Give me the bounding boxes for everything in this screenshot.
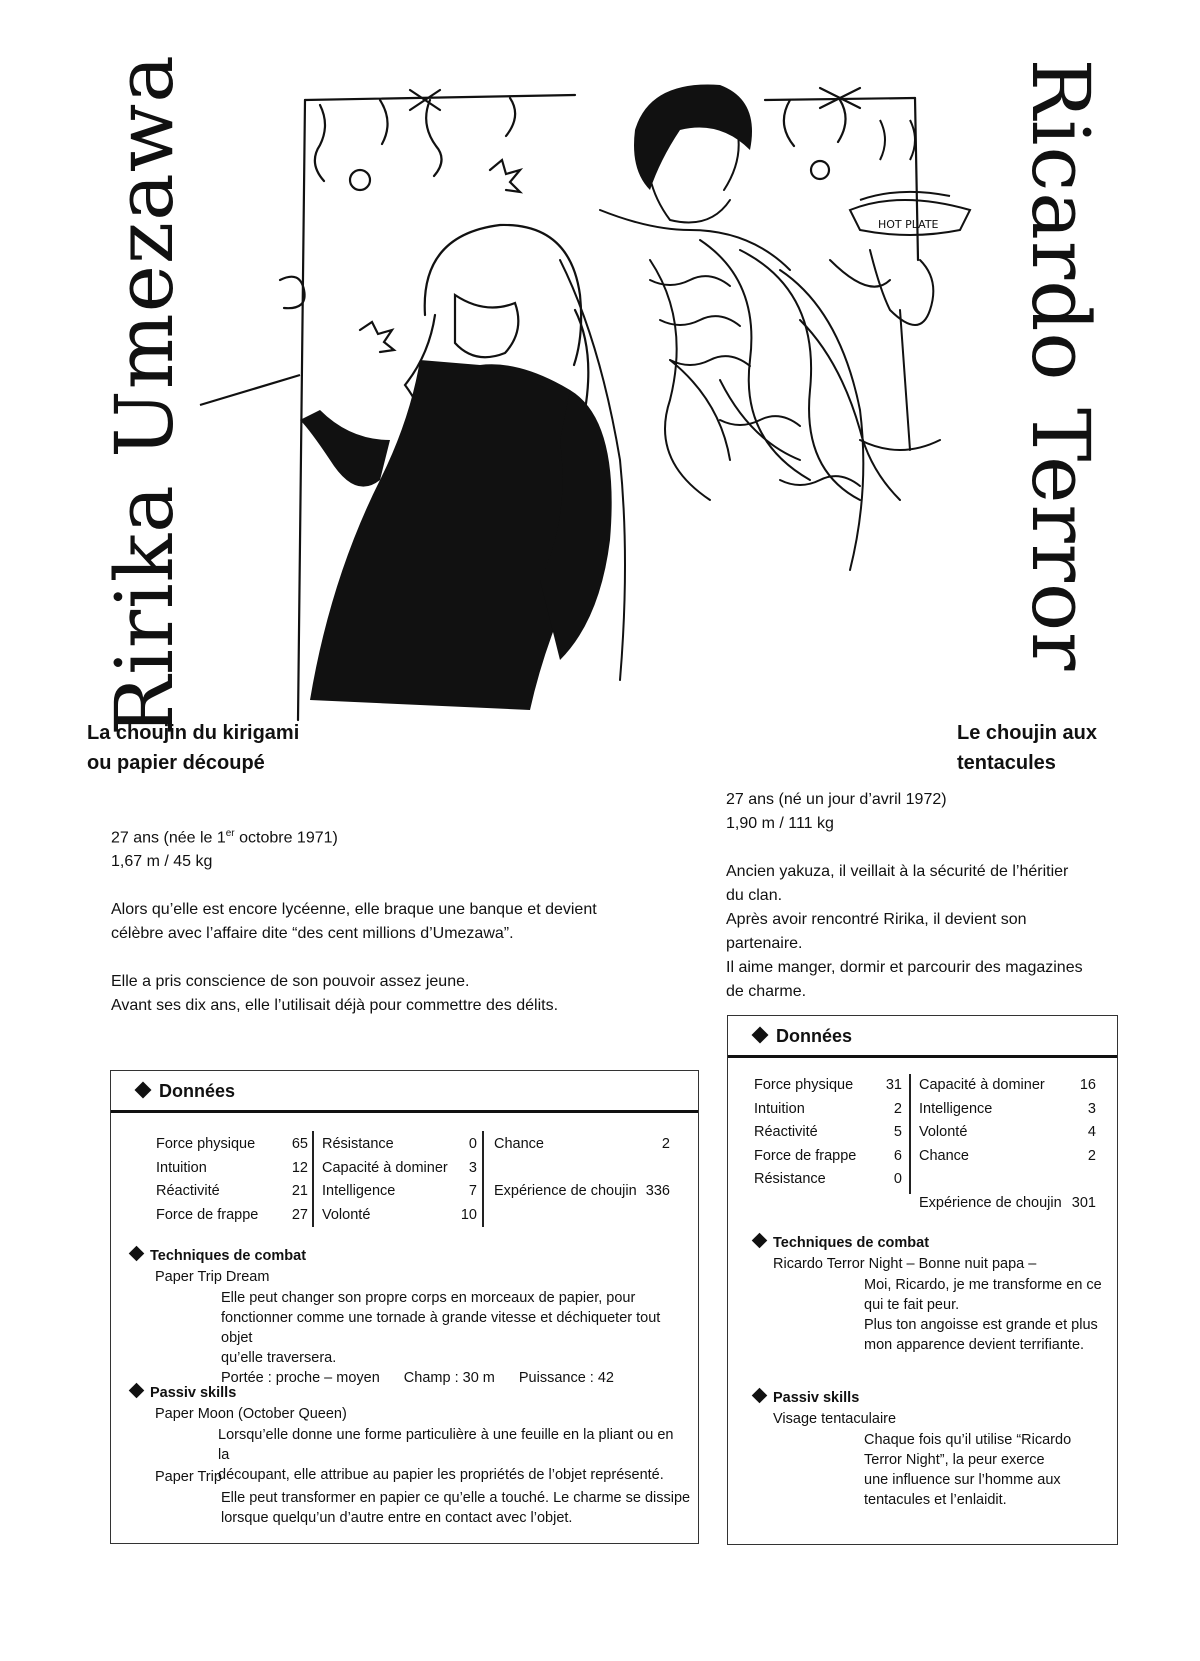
diamond-icon xyxy=(752,1233,768,1249)
stat-row xyxy=(919,1168,1096,1192)
ririka-technique-ranges xyxy=(221,1368,691,1388)
stat-value: 21 xyxy=(291,1183,308,1199)
ricardo-data-box xyxy=(727,1015,1118,1545)
stat-row xyxy=(322,1157,477,1181)
ricardo-passive-title: Passiv skills xyxy=(773,1390,860,1406)
ricardo-bio-line6: de charme. xyxy=(726,983,807,1000)
ririka-age-suffix: octobre 1971) xyxy=(234,829,338,847)
stat-row xyxy=(156,1133,308,1157)
stat-value: 301 xyxy=(1071,1194,1096,1211)
ririka-bio2-line1: Elle a pris conscience de son pouvoir assez jeune. xyxy=(111,973,470,991)
stat-value: 6 xyxy=(893,1147,902,1164)
ririka-technique-desc xyxy=(221,1288,691,1388)
ricardo-subtitle-line2: tentacules xyxy=(957,752,1056,774)
stat-label: Capacité à dominer xyxy=(919,1077,1045,1093)
stat-value: 5 xyxy=(893,1124,902,1140)
desc-line: fonctionner comme une tornade à grande vitesse et déchiqueter tout objet xyxy=(221,1310,661,1346)
ricardo-age: 27 ans (né un jour d’avril 1972) xyxy=(726,791,947,808)
stat-label: Réactivité xyxy=(754,1124,818,1140)
ririka-passive2-name: Paper Trip xyxy=(155,1469,222,1485)
desc-line: une influence sur l’homme aux xyxy=(864,1472,1061,1488)
stat-value: 0 xyxy=(893,1171,902,1187)
stat-value: 0 xyxy=(468,1136,477,1152)
ricardo-techniques-heading xyxy=(754,1233,929,1253)
stat-label: Expérience de choujin xyxy=(919,1194,1062,1211)
ricardo-technique-desc xyxy=(864,1275,1109,1355)
stat-row xyxy=(754,1098,902,1122)
stat-value: 336 xyxy=(645,1183,670,1199)
ricardo-passive-desc xyxy=(864,1430,1109,1510)
character-illustration xyxy=(180,60,980,760)
diamond-icon xyxy=(752,1027,769,1044)
stat-row xyxy=(754,1074,902,1098)
stat-value: 2 xyxy=(661,1136,670,1152)
stat-row xyxy=(156,1204,308,1228)
ririka-bio xyxy=(111,822,711,1018)
ririka-passive1-name: Paper Moon (October Queen) xyxy=(155,1406,347,1422)
stat-label: Volonté xyxy=(322,1206,371,1223)
stat-value: 27 xyxy=(291,1206,308,1223)
stat-label: Intelligence xyxy=(919,1100,993,1117)
ririka-subtitle-line1: La choujin du kirigami xyxy=(87,722,300,744)
desc-line: mon apparence devient terrifiante. xyxy=(864,1337,1085,1353)
ricardo-bio-line2: du clan. xyxy=(726,887,783,904)
stat-label: Chance xyxy=(494,1136,544,1152)
stat-label: Volonté xyxy=(919,1124,968,1140)
desc-line: Elle peut changer son propre corps en morceaux de papier, pour xyxy=(221,1290,636,1306)
ricardo-bio xyxy=(726,788,1106,1004)
diamond-icon xyxy=(752,1388,768,1404)
desc-line: tentacules et l’enlaidit. xyxy=(864,1492,1007,1508)
diamond-icon xyxy=(129,1246,145,1262)
stat-value: 16 xyxy=(1079,1077,1096,1093)
stat-label: Capacité à dominer xyxy=(322,1159,448,1176)
ririka-age-prefix: 27 ans (née le 1 xyxy=(111,829,226,847)
stat-label: Intuition xyxy=(156,1159,207,1176)
stat-value: 4 xyxy=(1087,1124,1096,1140)
stat-row xyxy=(754,1145,902,1169)
ririka-stats-col2 xyxy=(322,1133,477,1227)
stat-label: Intuition xyxy=(754,1100,805,1117)
desc-line: Chaque fois qu’il utilise “Ricardo xyxy=(864,1432,1072,1448)
range-champ: Champ : 30 m xyxy=(403,1370,495,1386)
column-divider xyxy=(312,1131,314,1227)
stat-row xyxy=(919,1145,1096,1169)
ririka-passive-heading xyxy=(131,1383,236,1403)
ririka-data-title xyxy=(111,1071,698,1113)
ririka-stats-col3 xyxy=(494,1133,670,1204)
ricardo-passive-heading xyxy=(754,1388,859,1408)
stat-row xyxy=(919,1098,1096,1122)
stat-value: 3 xyxy=(1087,1100,1096,1117)
stat-value: 7 xyxy=(468,1183,477,1199)
stat-row xyxy=(919,1192,1096,1216)
ririka-bio1-line2: célèbre avec l’affaire dite “des cent millions d’Umezawa”. xyxy=(111,925,514,943)
range-portee: Portée : proche – moyen xyxy=(221,1370,380,1386)
stat-row xyxy=(322,1180,477,1204)
ricardo-bio-line1: Ancien yakuza, il veillait à la sécurité de l’héritier xyxy=(726,863,1069,880)
stat-value: 65 xyxy=(291,1136,308,1152)
ricardo-subtitle xyxy=(957,718,1097,778)
stat-value: 2 xyxy=(1087,1147,1096,1164)
stat-row xyxy=(156,1157,308,1181)
desc-line: Elle peut transformer en papier ce qu’elle a touché. Le charme se dissipe xyxy=(221,1490,691,1506)
stat-label: Chance xyxy=(919,1147,969,1164)
desc-line: Plus ton angoisse est grande et plus xyxy=(864,1317,1098,1333)
stat-row xyxy=(919,1121,1096,1145)
ricardo-name: Ricardo Terror xyxy=(1014,58,1107,672)
stat-row xyxy=(494,1180,670,1204)
ricardo-size: 1,90 m / 111 kg xyxy=(726,815,834,832)
stat-row xyxy=(754,1121,902,1145)
ricardo-bio-line3: Après avoir rencontré Ririka, il devient son xyxy=(726,911,1027,928)
ririka-passive-title: Passiv skills xyxy=(150,1385,237,1401)
stat-row xyxy=(754,1168,902,1192)
desc-line: qu’elle traversera. xyxy=(221,1350,337,1366)
ricardo-subtitle-line1: Le choujin aux xyxy=(957,722,1098,744)
stat-value xyxy=(666,1157,670,1181)
stat-value: 10 xyxy=(460,1206,477,1223)
stat-label: Force de frappe xyxy=(754,1147,857,1164)
ricardo-passive-name: Visage tentaculaire xyxy=(773,1411,897,1427)
ricardo-stats-col1 xyxy=(754,1074,902,1192)
stat-row xyxy=(322,1133,477,1157)
stat-label: Force physique xyxy=(156,1136,256,1152)
stat-row xyxy=(156,1180,308,1204)
stat-label: Intelligence xyxy=(322,1183,396,1199)
ricardo-bio-line4: partenaire. xyxy=(726,935,803,952)
column-divider xyxy=(482,1131,484,1227)
ririka-passive2-desc xyxy=(221,1488,691,1528)
desc-line: Terror Night”, la peur exerce xyxy=(864,1452,1045,1468)
ricardo-technique-name: Ricardo Terror Night – Bonne nuit papa – xyxy=(773,1256,1037,1272)
diamond-icon xyxy=(135,1082,152,1099)
ririka-techniques-title: Techniques de combat xyxy=(150,1248,307,1264)
stat-value: 3 xyxy=(468,1159,477,1176)
plate-label: HOT PLATE xyxy=(878,218,939,231)
ririka-age-sup: er xyxy=(225,828,235,839)
ririka-passive1-desc xyxy=(218,1425,688,1485)
stat-label: Réactivité xyxy=(156,1183,220,1199)
stat-row xyxy=(494,1157,670,1181)
ririka-technique-name: Paper Trip Dream xyxy=(155,1269,270,1285)
stat-label: Résistance xyxy=(754,1171,826,1187)
range-puissance: Puissance : 42 xyxy=(518,1370,614,1386)
stat-value: 12 xyxy=(291,1159,308,1176)
ririka-subtitle-line2: ou papier découpé xyxy=(87,752,265,774)
ririka-bio2-line2: Avant ses dix ans, elle l’utilisait déjà pour commettre des délits. xyxy=(111,997,559,1015)
stat-row xyxy=(919,1074,1096,1098)
ricardo-bio-line5: Il aime manger, dormir et parcourir des magazines xyxy=(726,959,1083,976)
stat-row xyxy=(494,1133,670,1157)
ririka-subtitle xyxy=(87,718,299,778)
desc-line: qui te fait peur. xyxy=(864,1297,960,1313)
ririka-data-box xyxy=(110,1070,699,1544)
ricardo-techniques-title: Techniques de combat xyxy=(773,1235,930,1251)
desc-line: découpant, elle attribue au papier les propriétés de l’objet représenté. xyxy=(218,1467,664,1483)
diamond-icon xyxy=(129,1383,145,1399)
stat-value: 31 xyxy=(885,1077,902,1093)
desc-line: lorsque quelqu’un d’autre entre en contact avec l’objet. xyxy=(221,1510,573,1526)
ririka-size: 1,67 m / 45 kg xyxy=(111,853,213,871)
desc-line: Moi, Ricardo, je me transforme en ce xyxy=(864,1277,1102,1293)
ririka-data-title-text: Données xyxy=(159,1081,236,1101)
desc-line: Lorsqu’elle donne une forme particulière à une feuille en la pliant ou en la xyxy=(218,1427,674,1463)
stat-row xyxy=(322,1204,477,1228)
ririka-bio1-line1: Alors qu’elle est encore lycéenne, elle braque une banque et devient xyxy=(111,901,597,919)
ricardo-data-title xyxy=(728,1016,1117,1058)
stat-label: Force physique xyxy=(754,1077,854,1093)
column-divider xyxy=(909,1074,911,1194)
ririka-techniques-heading xyxy=(131,1246,306,1266)
ricardo-data-title-text: Données xyxy=(776,1026,853,1046)
ricardo-stats-col2 xyxy=(919,1074,1096,1215)
stat-value xyxy=(1092,1168,1096,1192)
stat-label: Expérience de choujin xyxy=(494,1183,637,1199)
stat-value: 2 xyxy=(893,1100,902,1117)
ririka-name: Ririka Umezawa xyxy=(98,54,191,736)
stat-label: Force de frappe xyxy=(156,1206,259,1223)
stat-label: Résistance xyxy=(322,1136,394,1152)
ririka-stats-col1 xyxy=(156,1133,308,1227)
